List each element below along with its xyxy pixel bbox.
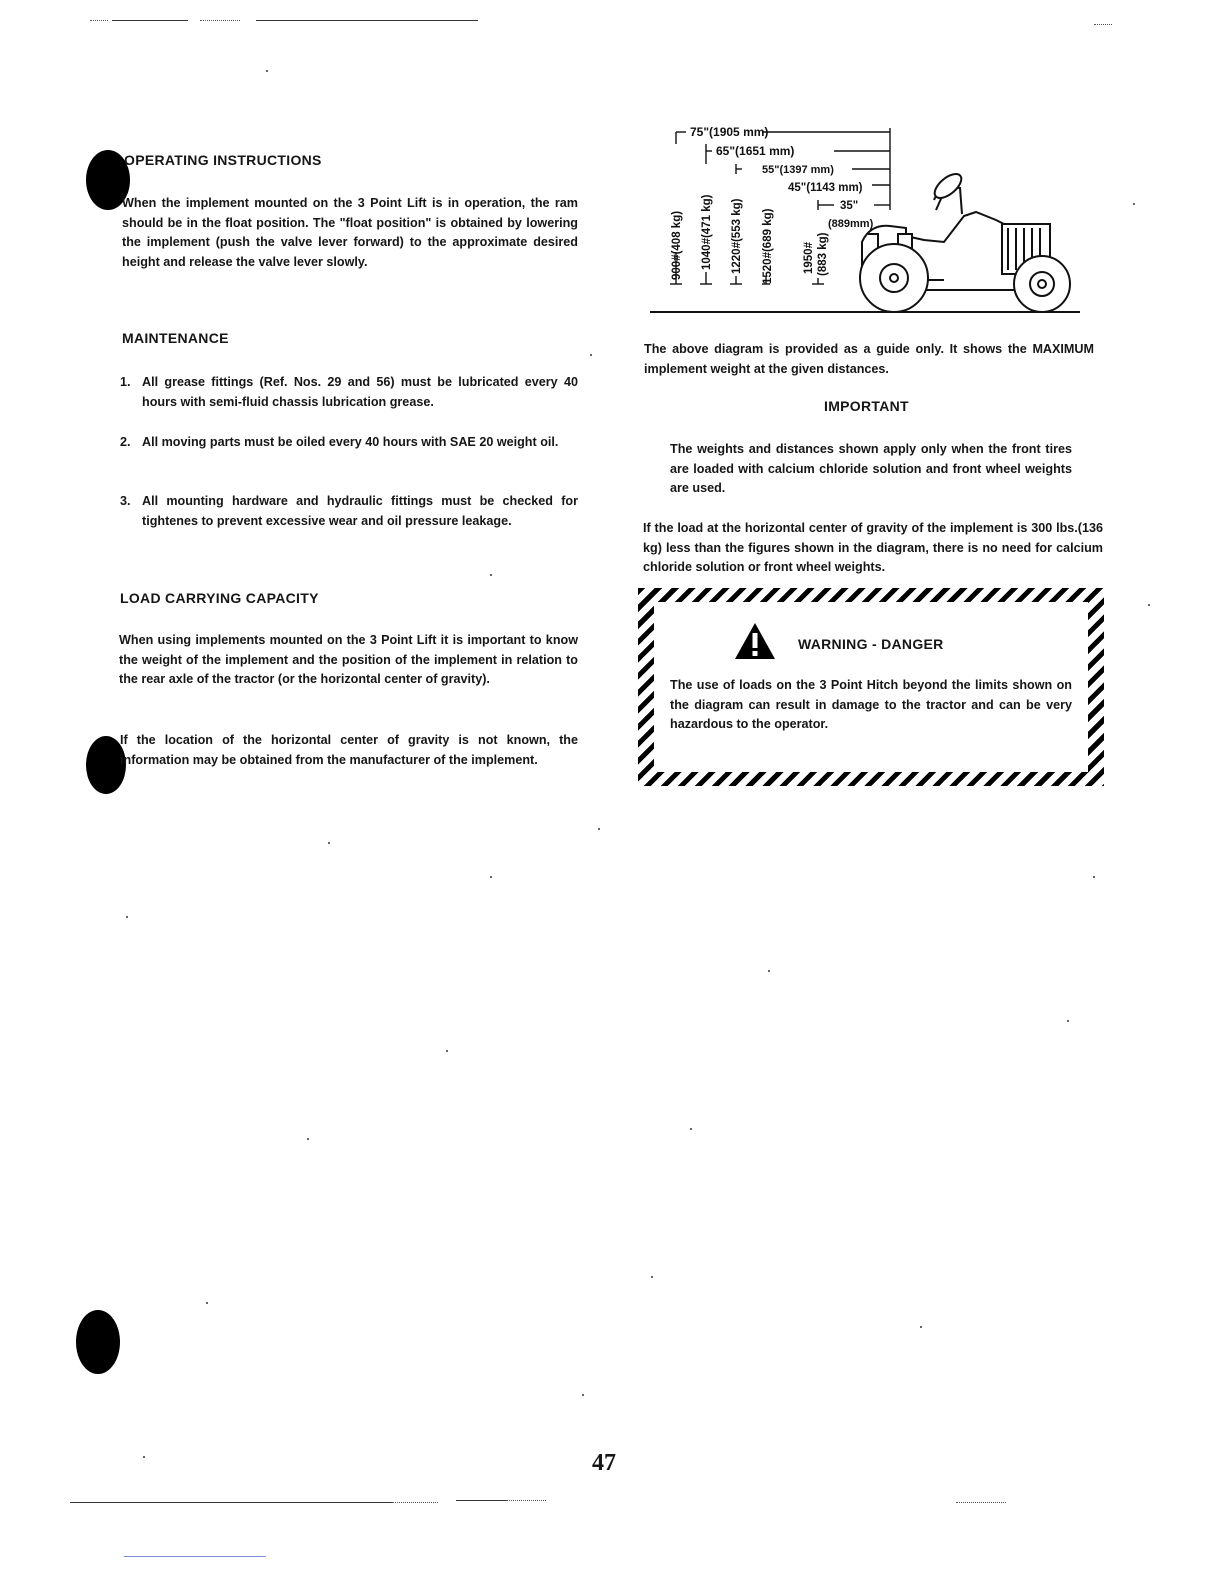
maintenance-item xyxy=(120,433,578,473)
weight-label: 1220#(553 kg) xyxy=(731,198,743,274)
item-text: All mounting hardware and hydraulic fittings must be checked for tightenes to prevent excessive wear and oil pressure leakage. xyxy=(142,494,578,528)
distance-label: 65"(1651 mm) xyxy=(716,144,795,158)
scan-speck xyxy=(651,1276,653,1278)
weight-label: 900#(408 kg) xyxy=(671,210,683,280)
scan-speck xyxy=(266,70,268,72)
scan-rule xyxy=(200,20,240,21)
scan-speck xyxy=(1133,203,1135,205)
scan-speck xyxy=(143,1456,145,1458)
scan-speck xyxy=(590,354,592,356)
weight-label: (883 kg) xyxy=(817,232,829,276)
scan-speck xyxy=(690,1128,692,1130)
scan-speck xyxy=(1067,1020,1069,1022)
scan-rule xyxy=(112,20,188,21)
scan-rule xyxy=(256,20,478,21)
scan-speck xyxy=(446,1050,448,1052)
scan-rule xyxy=(70,1502,392,1503)
scan-speck xyxy=(307,1138,309,1140)
cog-note-paragraph: If the load at the horizontal center of gravity of the implement is 300 lbs.(136 kg) less than the figures shown in the diagram, there is no need for calcium chloride solution or front wheel weights. xyxy=(643,521,1103,574)
diagram-caption: The above diagram is provided as a guide only. It shows the MAXIMUM implement weight at the given distances. xyxy=(644,342,1094,376)
distance-label: (889mm) xyxy=(828,218,874,230)
section-heading-load: LOAD CARRYING CAPACITY xyxy=(120,590,319,606)
distance-label: 75"(1905 mm) xyxy=(690,125,769,139)
warning-box xyxy=(638,588,1104,786)
section-heading-operating: OPERATING INSTRUCTIONS xyxy=(124,152,322,168)
cog-unknown-paragraph: If the location of the horizontal center of gravity is not known, the information may be obtained from the manufacturer of the implement. xyxy=(120,733,578,767)
maintenance-item xyxy=(120,492,578,532)
item-number: 1. xyxy=(120,375,131,389)
warning-box-inner xyxy=(654,602,1088,772)
important-heading: IMPORTANT xyxy=(824,398,909,414)
scan-speck xyxy=(1093,876,1095,878)
page-number: 47 xyxy=(592,1450,616,1476)
scan-rule xyxy=(392,1502,438,1503)
item-text: All moving parts must be oiled every 40 hours with SAE 20 weight oil. xyxy=(142,435,559,449)
weight-label: 1040#(471 kg) xyxy=(701,194,713,270)
scan-speck xyxy=(1148,604,1150,606)
warning-title: WARNING - DANGER xyxy=(798,636,944,652)
scan-speck xyxy=(598,828,600,830)
scan-rule xyxy=(956,1502,1006,1503)
scan-speck xyxy=(920,1326,922,1328)
warning-triangle-icon xyxy=(734,622,776,660)
scan-speck xyxy=(206,1302,208,1304)
load-paragraph: When using implements mounted on the 3 Point Lift it is important to know the weight of the implement and the position of the implement in relation to the rear axle of the tractor (or the horizontal center of gravity). xyxy=(119,633,578,686)
distance-label: 45"(1143 mm) xyxy=(788,182,863,194)
item-number: 2. xyxy=(120,435,131,449)
warning-body: The use of loads on the 3 Point Hitch beyond the limits shown on the diagram can result in damage to the tractor and can be very hazardous to the operator. xyxy=(670,678,1072,731)
punch-hole xyxy=(76,1310,120,1374)
weight-label: 1520#(689 kg) xyxy=(762,208,774,284)
scan-speck xyxy=(328,842,330,844)
maintenance-item xyxy=(120,373,578,413)
scan-speck xyxy=(126,916,128,918)
scan-rule xyxy=(506,1500,546,1501)
scan-rule xyxy=(456,1500,506,1501)
item-text: All grease fittings (Ref. Nos. 29 and 56) must be lubricated every 40 hours with semi-fluid chassis lubrication grease. xyxy=(142,375,578,409)
weight-label: 1950# xyxy=(803,242,815,274)
operating-paragraph: When the implement mounted on the 3 Point Lift is in operation, the ram should be in the float position. The "float position" is obtained by lowering the implement (push the valve lever forward) to the approximate desired height and release the valve lever slowly. xyxy=(122,196,578,269)
distance-label: 55"(1397 mm) xyxy=(762,164,834,176)
scan-speck xyxy=(768,970,770,972)
scan-speck xyxy=(490,876,492,878)
scan-blue-line xyxy=(124,1556,266,1557)
tractor-drawing xyxy=(860,170,1070,312)
important-paragraph: The weights and distances shown apply only when the front tires are loaded with calcium chloride solution and front wheel weights are used. xyxy=(670,442,1072,495)
scan-rule xyxy=(90,20,108,21)
scan-speck xyxy=(582,1394,584,1396)
item-number: 3. xyxy=(120,494,131,508)
section-heading-maintenance: MAINTENANCE xyxy=(122,330,229,346)
load-distance-diagram xyxy=(644,124,1094,320)
scan-rule xyxy=(1094,24,1112,25)
distance-label: 35" xyxy=(840,200,859,212)
scan-speck xyxy=(490,574,492,576)
